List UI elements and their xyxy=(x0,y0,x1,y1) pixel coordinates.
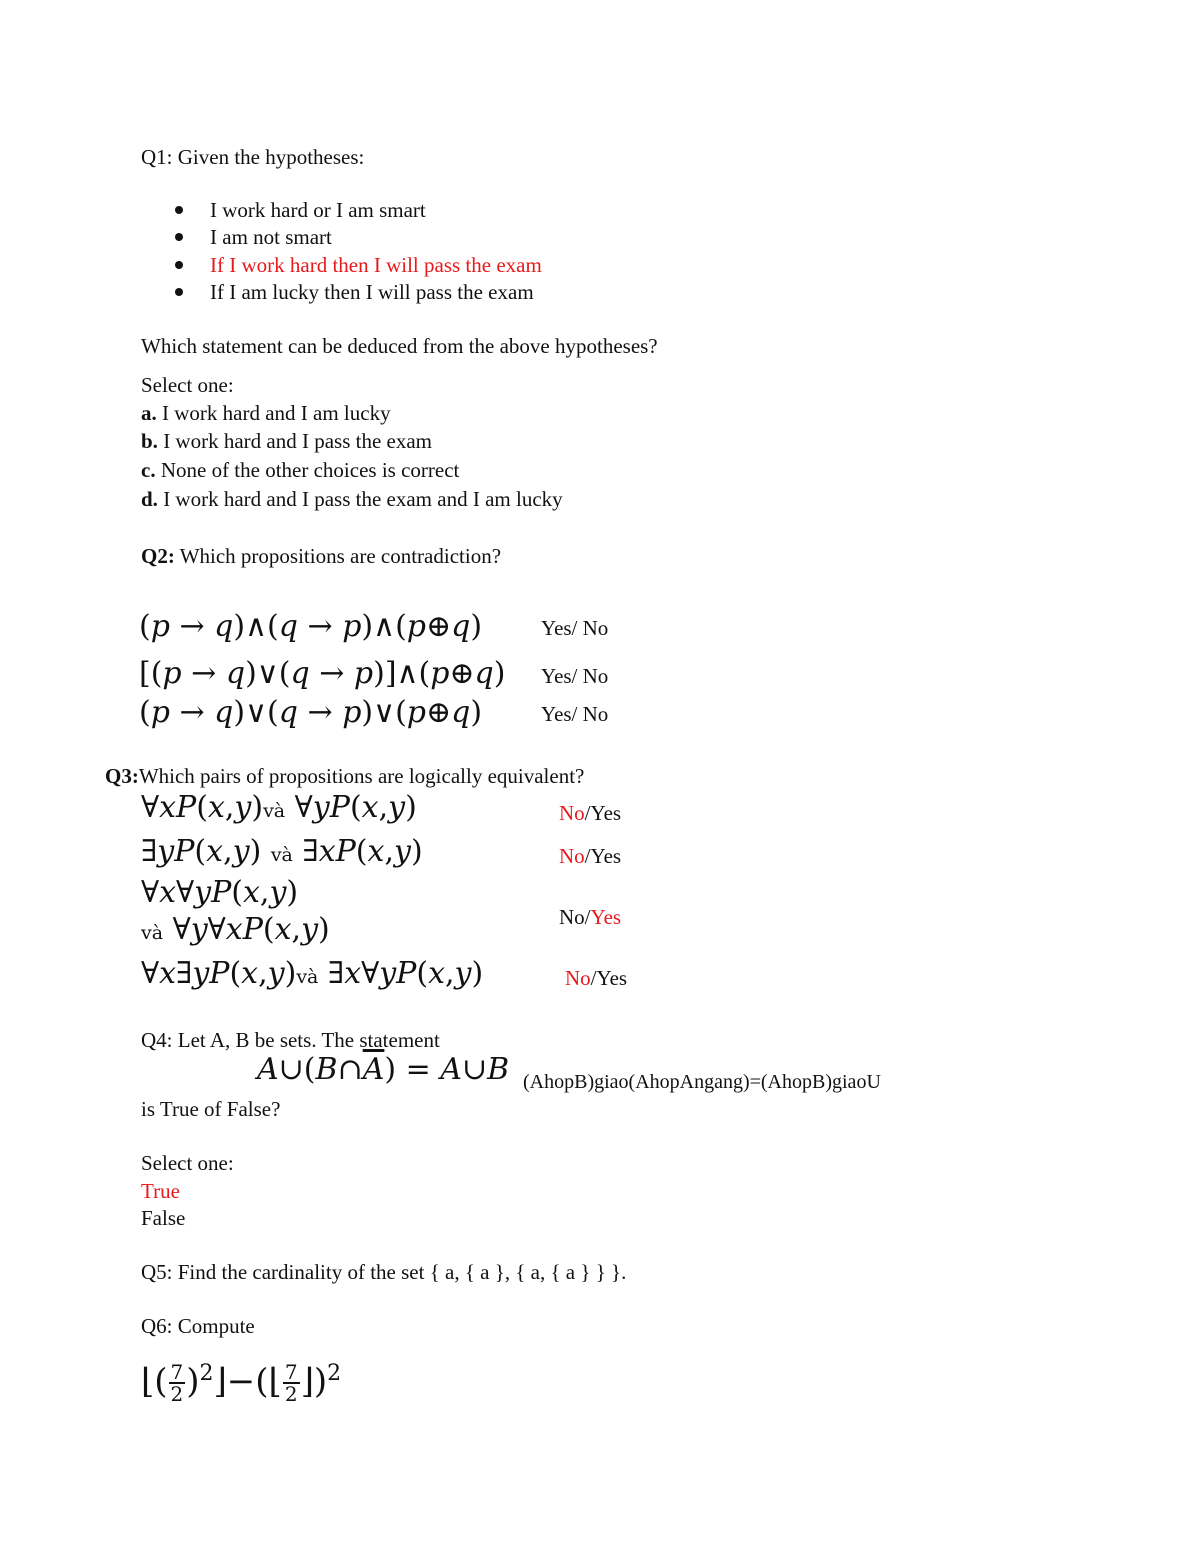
choice-letter: a. xyxy=(141,401,157,425)
answer-no: No/ xyxy=(559,905,591,929)
bullet xyxy=(175,261,183,269)
hypothesis-4: If I am lucky then I will pass the exam xyxy=(210,280,534,304)
choice-letter: d. xyxy=(141,487,158,511)
q3-pair-2: ∃yP(x,y) và ∃xP(x,y) xyxy=(141,834,423,869)
answer-yes: /Yes xyxy=(584,801,622,825)
q1-choice-b[interactable] xyxy=(141,428,432,454)
q2-answer-2[interactable]: Yes/ No xyxy=(541,664,609,688)
fraction-seven-halves: $\frac{7}{2}$ xyxy=(284,1360,298,1407)
q3-pair-1: ∀xP(x,y)và ∀yP(x,y) xyxy=(141,790,417,825)
q2-header xyxy=(141,543,501,569)
q1-choice-c[interactable] xyxy=(141,457,459,483)
q4-question: is True of False? xyxy=(141,1097,281,1121)
q3-label: Q3: xyxy=(105,764,139,788)
q6-label: Q6: Compute xyxy=(141,1314,255,1338)
q4-option-true[interactable]: True xyxy=(141,1179,180,1203)
q3-pair-3-left: ∀x∀yP(x,y) xyxy=(141,875,299,910)
choice-letter: b. xyxy=(141,429,158,453)
connector-va: và xyxy=(141,922,164,944)
q4-formula: $A\cup(B\cap\overline{A})$ = A∪B xyxy=(257,1052,510,1087)
q3-answer-1[interactable] xyxy=(559,800,621,826)
choice-letter: c. xyxy=(141,458,156,482)
answer-yes: /Yes xyxy=(590,966,628,990)
q3-pair-4: ∀x∃yP(x,y)và ∃x∀yP(x,y) xyxy=(141,956,484,991)
q1-choice-d[interactable] xyxy=(141,486,563,512)
hypothesis-2: I am not smart xyxy=(210,225,332,249)
q2-formula-1: (p → q)∧(q → p)∧(p⊕q) xyxy=(139,609,483,644)
q2-answer-1[interactable]: Yes/ No xyxy=(541,616,609,640)
answer-yes: /Yes xyxy=(584,844,622,868)
q2-formula-2: [(p → q)∨(q → p)]∧(p⊕q) xyxy=(139,656,506,691)
q2-label: Q2: xyxy=(141,544,175,568)
q4-option-false[interactable]: False xyxy=(141,1206,186,1230)
q4-select-label: Select one: xyxy=(141,1151,234,1175)
q3-answer-2[interactable] xyxy=(559,843,621,869)
choice-text: I work hard and I am lucky xyxy=(162,401,391,425)
q6-formula: ⌊( $\frac{7}{2}$ )$^2$⌋−(⌊ $\frac{7}{2}$ ⌋)$^2$ xyxy=(141,1360,342,1407)
choice-text: I work hard and I pass the exam xyxy=(163,429,433,453)
q3-header xyxy=(105,763,584,789)
q3-answer-3[interactable] xyxy=(559,904,621,930)
q2-formula-3: (p → q)∨(q → p)∨(p⊕q) xyxy=(139,695,483,730)
choice-text: I work hard and I pass the exam and I am lucky xyxy=(163,487,563,511)
q1-choice-a[interactable] xyxy=(141,400,391,426)
hypothesis-3: If I work hard then I will pass the exam xyxy=(210,253,542,277)
bullet xyxy=(175,233,183,241)
q2-text: Which propositions are contradiction? xyxy=(179,544,502,568)
answer-no: No xyxy=(559,801,585,825)
q3-pair-3-right: và ∀y∀xP(x,y) xyxy=(141,912,330,947)
choice-text: None of the other choices is correct xyxy=(160,458,460,482)
hypothesis-1: I work hard or I am smart xyxy=(210,198,426,222)
connector-va: và xyxy=(270,844,293,866)
bullet xyxy=(175,288,183,296)
q1-question: Which statement can be deduced from the above hypotheses? xyxy=(141,334,658,358)
q4-label: Q4: Let A, B be sets. The statement xyxy=(141,1028,440,1052)
fraction-seven-halves: $\frac{7}{2}$ xyxy=(170,1360,184,1407)
q4-note: (AhopB)giao(AhopAngang)=(AhopB)giaoU xyxy=(523,1071,881,1093)
q3-answer-4[interactable] xyxy=(565,965,627,991)
q1-select-label: Select one: xyxy=(141,373,234,397)
q1-label: Q1: Given the hypotheses: xyxy=(141,145,365,169)
answer-no: No xyxy=(559,844,585,868)
connector-va: và xyxy=(296,966,319,988)
answer-yes: Yes xyxy=(590,905,622,929)
bullet xyxy=(175,206,183,214)
answer-no: No xyxy=(565,966,591,990)
q5-label: Q5: Find the cardinality of the set { a, { a }, { a, { a } } }. xyxy=(141,1260,627,1284)
q2-answer-3[interactable]: Yes/ No xyxy=(541,702,609,726)
connector-va: và xyxy=(263,800,286,822)
q3-text: Which pairs of propositions are logically equivalent? xyxy=(138,764,585,788)
